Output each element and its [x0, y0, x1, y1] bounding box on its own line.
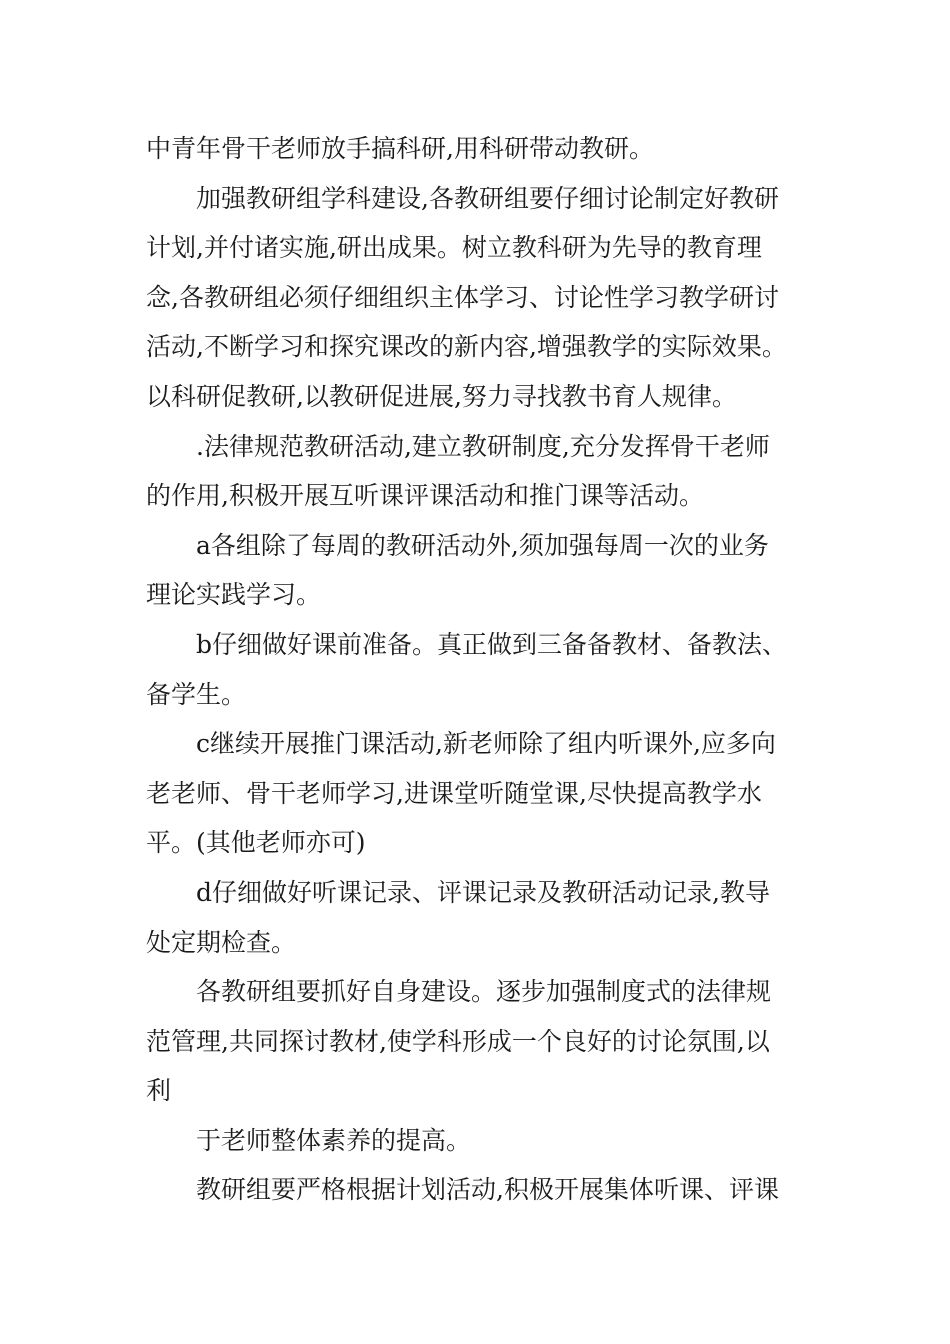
text-line: c继续开展推门课活动,新老师除了组内听课外,应多向: [196, 729, 776, 759]
text-line: d仔细做好听课记录、评课记录及教研活动记录,教导: [196, 877, 770, 907]
text-line: 计划,并付诸实施,研出成果。树立教科研为先导的教育理: [146, 233, 762, 263]
text-line: 备学生。: [146, 679, 247, 709]
text-line: 理论实践学习。: [146, 580, 322, 610]
text-line: 范管理,共同探讨教材,使学科形成一个良好的讨论氛围,以: [146, 1026, 770, 1056]
text-line: 利: [146, 1076, 172, 1106]
text-line: 加强教研组学科建设,各教研组要仔细讨论制定好教研: [196, 183, 779, 213]
text-line: 活动,不断学习和探究课改的新内容,增强教学的实际效果。: [146, 332, 787, 362]
text-line: b仔细做好课前准备。真正做到三备备教材、备教法、: [196, 629, 788, 659]
document-body: [146, 124, 816, 1215]
text-line: 于老师整体素养的提高。: [196, 1125, 472, 1155]
text-line: 的作用,积极开展互听课评课活动和推门课等活动。: [146, 481, 704, 511]
text-line: 念,各教研组必须仔细组织主体学习、讨论性学习教学研讨: [146, 282, 779, 312]
text-line: 各教研组要抓好自身建设。逐步加强制度式的法律规: [196, 977, 772, 1007]
text-line: 平。(其他老师亦可): [146, 828, 366, 858]
text-line: 教研组要严格根据计划活动,积极开展集体听课、评课: [196, 1175, 779, 1205]
text-line: a各组除了每周的教研活动外,须加强每周一次的业务: [196, 530, 769, 560]
text-line: 处定期检查。: [146, 927, 297, 957]
text-line: 老老师、骨干老师学习,进课堂听随堂课,尽快提高教学水: [146, 778, 762, 808]
text-line: .法律规范教研活动,建立教研制度,充分发挥骨干老师: [196, 431, 770, 461]
text-line: 以科研促教研,以教研促进展,努力寻找教书育人规律。: [146, 381, 737, 411]
text-line: 中青年骨干老师放手搞科研,用科研带动教研。: [146, 134, 654, 163]
